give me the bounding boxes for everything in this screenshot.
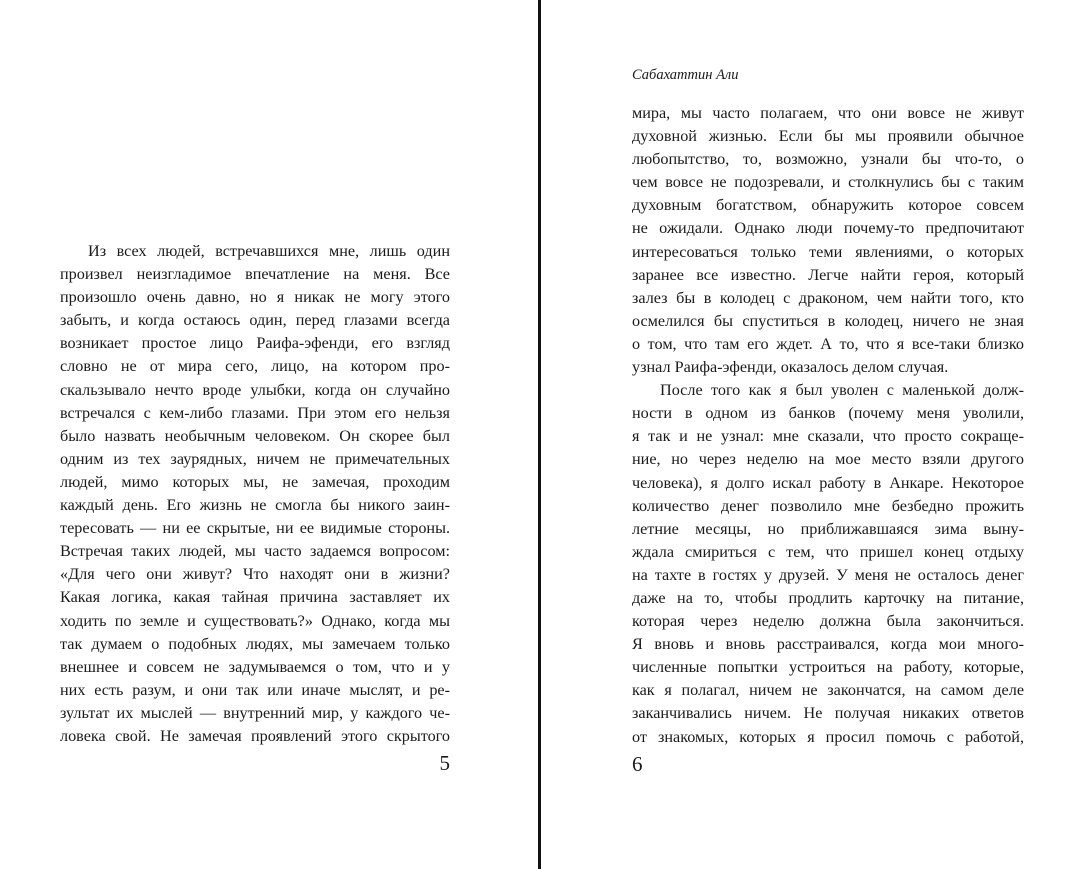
text-line: произошло очень давно, но я никак не могу этого (60, 288, 450, 307)
text-line: как я полагал, ничем не закончатся, на самом деле (632, 681, 1024, 700)
text-line: зультат их мыслей — внутренний мир, у каждого че- (60, 703, 450, 722)
text-line: «Для чего они живут? Что находят они в жизни? (60, 565, 450, 584)
text-line: каждый день. Его жизнь не смогла бы никого заин- (60, 496, 450, 515)
text-line: численные попытки устроиться на работу, которые, (632, 658, 1024, 677)
text-line: мира, мы часто полагаем, что они вовсе не живут (632, 104, 1024, 122)
text-line: духовным богатством, обнаружить которое совсем (632, 196, 1024, 215)
text-line: я так и не узнал: мне сказали, что просто сокраще- (632, 427, 1024, 446)
text-line: интересоваться только теми явлениями, о которых (632, 242, 1024, 261)
text-line: словно не от мира сего, лицо, на котором про- (60, 357, 450, 376)
text-line: ние, но через неделю на мое место взяли другого (632, 450, 1024, 469)
text-line: них есть разум, и они так или иначе мыслят, и ре- (60, 680, 450, 699)
text-line: произвел неизгладимое впечатление на меня. Все (60, 265, 450, 284)
text-line: После того как я был уволен с маленькой долж- (660, 381, 1024, 400)
text-line: заранее все известно. Легче найти героя, который (632, 265, 1024, 284)
text-line: заканчивались ничем. Не получая никаких ответов (632, 704, 1024, 723)
text-line: духовной жизнью. Если бы мы проявили обычное (632, 127, 1024, 146)
text-line: которая через неделю должна была закончиться. (632, 612, 1024, 631)
text-line: ходить по земле и существовать?» Однако, когда мы (60, 611, 450, 630)
text-line: количество денег позволило мне безбедно прожить (632, 496, 1024, 515)
text-line: чем вовсе не подозревали, и столкнулись бы с таким (632, 173, 1024, 192)
text-line: было назвать необычным человеком. Он скорее был (60, 426, 450, 445)
page-number: 5 (439, 751, 450, 776)
text-line: встречался с кем-либо глазами. При этом его нельзя (60, 403, 450, 422)
text-line: летние месяцы, но приближавшаяся зима выну- (632, 519, 1024, 538)
left-page (60, 240, 450, 776)
text-line: осмелился бы спуститься в колодец, ничего не зная (632, 311, 1024, 330)
text-line: ждала смириться с тем, что пришел конец отдыху (632, 542, 1024, 561)
text-line: человека), я долго искал работу в Анкаре. Некоторое (632, 473, 1024, 492)
text-line: от знакомых, которых я просил помочь с работой, (632, 727, 1024, 746)
text-line: внешнее и совсем не задумываемся о том, что и у (60, 657, 450, 676)
text-line: залез бы в колодец с драконом, чем найти того, кто (632, 288, 1024, 307)
text-line: Из всех людей, встречавшихся мне, лишь один (88, 242, 450, 260)
text-line: людей, мимо которых мы, не замечая, проходим (60, 472, 450, 491)
text-line: забыть, и когда остаюсь один, перед глазами всегда (60, 311, 450, 330)
text-line: не ожидали. Однако люди почему-то предпочитают (632, 219, 1024, 238)
text-line: даже на то, чтобы продлить карточку на питание, (632, 588, 1024, 607)
text-line: Встречая таких людей, мы часто задаемся вопросом: (60, 542, 450, 561)
page-number: 6 (632, 751, 643, 776)
text-line: Какая логика, какая тайная причина заставляет их (60, 588, 450, 607)
text-line: возникает простое лицо Раифа-эфенди, его взгляд (60, 334, 450, 353)
text-line: узнал Раифа-эфенди, оказалось делом случая. (632, 358, 949, 377)
text-line: любопытство, то, возможно, узнали бы что-то, о (632, 150, 1024, 169)
text-line: ности в одном из банков (почему меня уволили, (632, 404, 1024, 423)
page-gutter-divider (538, 0, 541, 869)
text-line: на тахте в гостях у друзей. У меня не осталось денег (632, 565, 1024, 584)
text-line: Я вновь и вновь расстраивался, когда мои много- (632, 635, 1024, 654)
text-line: ловека свой. Не замечая проявлений этого скрытого (60, 726, 450, 745)
right-page (632, 66, 1024, 777)
running-head-author: Сабахаттин Али (632, 67, 739, 83)
text-line: так думаем о подобных людях, мы замечаем только (60, 634, 450, 653)
text-line: одним из тех заурядных, ничем не примечательных (60, 449, 450, 468)
text-line: тересовать — ни ее скрытые, ни ее видимые стороны. (60, 519, 450, 538)
text-line: о том, что там его ждет. А то, что я все-таки близко (632, 334, 1024, 353)
text-line: скальзывало нечто вроде улыбки, когда он случайно (60, 380, 450, 399)
